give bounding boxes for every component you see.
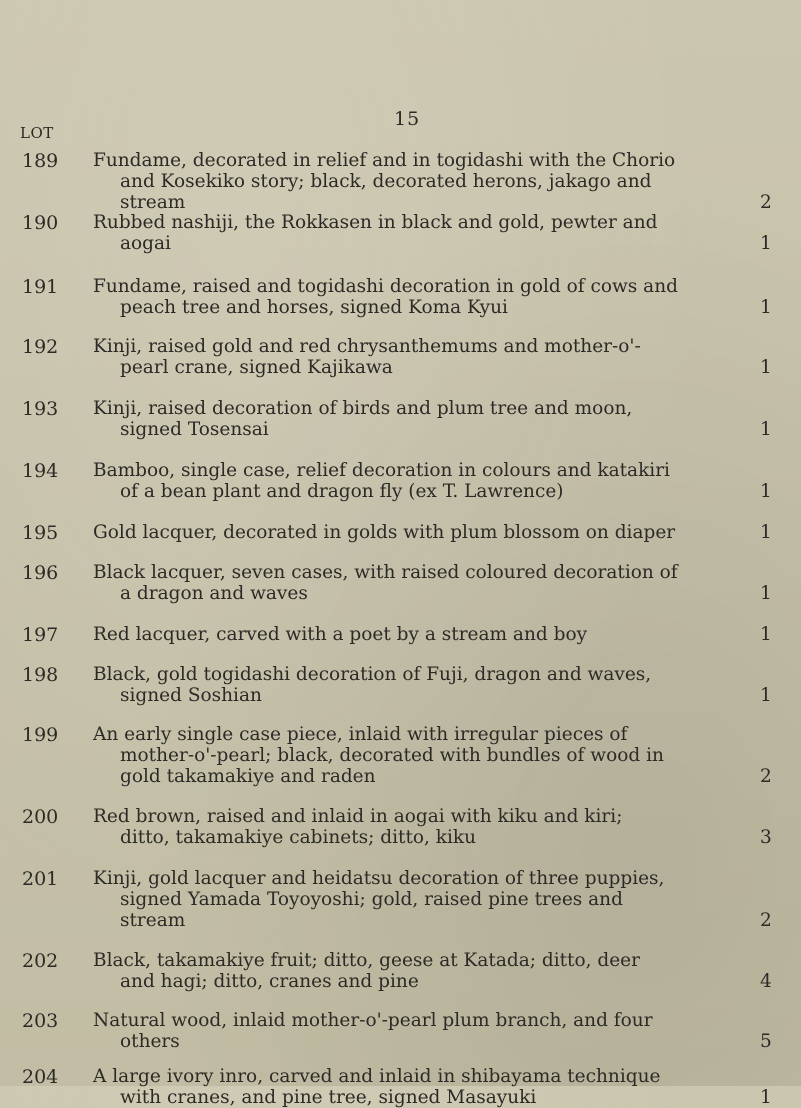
lot-quantity: 2 <box>760 192 772 213</box>
lot-number: 192 <box>22 336 59 358</box>
description-line: signed Tosensai <box>120 419 269 440</box>
description-line: aogai <box>120 233 171 254</box>
lot-quantity: 1 <box>760 481 772 502</box>
lot-number: 201 <box>22 868 59 890</box>
description-line: and Kosekiko story; black, decorated herons, jakago and <box>120 171 652 192</box>
lot-description <box>93 664 693 706</box>
lot-quantity: 1 <box>760 233 772 254</box>
description-line: Kinji, raised decoration of birds and plum tree and moon, <box>93 398 633 419</box>
description-line: mother-o'-pearl; black, decorated with bundles of wood in <box>120 745 664 766</box>
lot-quantity: 1 <box>760 419 772 440</box>
lot-quantity: 5 <box>760 1031 772 1052</box>
description-line: gold takamakiye and raden <box>120 766 376 787</box>
lot-quantity: 3 <box>760 827 772 848</box>
lot-column-header: LOT <box>20 124 54 142</box>
lot-description <box>93 150 693 213</box>
description-line: a dragon and waves <box>120 583 308 604</box>
lot-description <box>93 806 693 848</box>
description-line: An early single case piece, inlaid with irregular pieces of <box>93 724 628 745</box>
lot-description <box>93 1010 693 1052</box>
lot-number: 199 <box>22 724 59 746</box>
description-line: signed Soshian <box>120 685 262 706</box>
description-line: Black, takamakiye fruit; ditto, geese at Katada; ditto, deer <box>93 950 640 971</box>
description-line: Red lacquer, carved with a poet by a stream and boy <box>93 624 588 645</box>
lot-description <box>93 624 693 645</box>
description-line: others <box>120 1031 180 1052</box>
lot-number: 193 <box>22 398 59 420</box>
lot-number: 195 <box>22 522 59 544</box>
description-line: and hagi; ditto, cranes and pine <box>120 971 419 992</box>
lot-quantity: 1 <box>760 357 772 378</box>
description-line: ditto, takamakiye cabinets; ditto, kiku <box>120 827 477 848</box>
lot-quantity: 1 <box>760 583 772 604</box>
lot-description <box>93 562 693 604</box>
lot-quantity: 1 <box>760 297 772 318</box>
lot-number: 196 <box>22 562 59 584</box>
lot-number: 197 <box>22 624 59 646</box>
lot-quantity: 2 <box>760 766 772 787</box>
lot-number: 200 <box>22 806 59 828</box>
description-line: Fundame, raised and togidashi decoration in gold of cows and <box>93 276 678 297</box>
lot-description <box>93 398 693 440</box>
description-line: Black, gold togidashi decoration of Fuji, dragon and waves, <box>93 664 652 685</box>
description-line: of a bean plant and dragon fly (ex T. Lawrence) <box>120 481 564 502</box>
lot-number: 198 <box>22 664 59 686</box>
description-line: with cranes, and pine tree, signed Masayuki <box>120 1087 537 1108</box>
lot-number: 203 <box>22 1010 59 1032</box>
lot-description <box>93 212 693 254</box>
description-line: Red brown, raised and inlaid in aogai with kiku and kiri; <box>93 806 623 827</box>
description-line: stream <box>120 910 186 931</box>
description-line: Fundame, decorated in relief and in togidashi with the Chorio <box>93 150 676 171</box>
lot-description <box>93 724 693 787</box>
lot-description <box>93 1066 693 1108</box>
description-line: Kinji, raised gold and red chrysanthemums and mother-o'- <box>93 336 641 357</box>
description-line: Bamboo, single case, relief decoration in colours and katakiri <box>93 460 670 481</box>
lot-number: 190 <box>22 212 59 234</box>
lot-description <box>93 868 693 931</box>
description-line: Rubbed nashiji, the Rokkasen in black and gold, pewter and <box>93 212 658 233</box>
description-line: signed Yamada Toyoyoshi; gold, raised pine trees and <box>120 889 623 910</box>
lot-quantity: 1 <box>760 1087 772 1108</box>
lot-quantity: 2 <box>760 910 772 931</box>
description-line: peach tree and horses, signed Koma Kyui <box>120 297 508 318</box>
description-line: A large ivory inro, carved and inlaid in shibayama technique <box>93 1066 661 1087</box>
lot-description <box>93 336 693 378</box>
lot-quantity: 1 <box>760 685 772 706</box>
lot-quantity: 1 <box>760 624 772 645</box>
lot-number: 194 <box>22 460 59 482</box>
lot-description <box>93 276 693 318</box>
description-line: Black lacquer, seven cases, with raised coloured decoration of <box>93 562 678 583</box>
lot-number: 204 <box>22 1066 59 1088</box>
lot-description <box>93 950 693 992</box>
lot-number: 189 <box>22 150 59 172</box>
description-line: Gold lacquer, decorated in golds with plum blossom on diaper <box>93 522 676 543</box>
description-line: Natural wood, inlaid mother-o'-pearl plum branch, and four <box>93 1010 653 1031</box>
lot-quantity: 4 <box>760 971 772 992</box>
lot-description <box>93 522 693 543</box>
description-line: stream <box>120 192 186 213</box>
lot-description <box>93 460 693 502</box>
lot-quantity: 1 <box>760 522 772 543</box>
description-line: pearl crane, signed Kajikawa <box>120 357 393 378</box>
lot-number: 191 <box>22 276 59 298</box>
description-line: Kinji, gold lacquer and heidatsu decoration of three puppies, <box>93 868 665 889</box>
lot-number: 202 <box>22 950 59 972</box>
page-number: 15 <box>394 108 421 130</box>
